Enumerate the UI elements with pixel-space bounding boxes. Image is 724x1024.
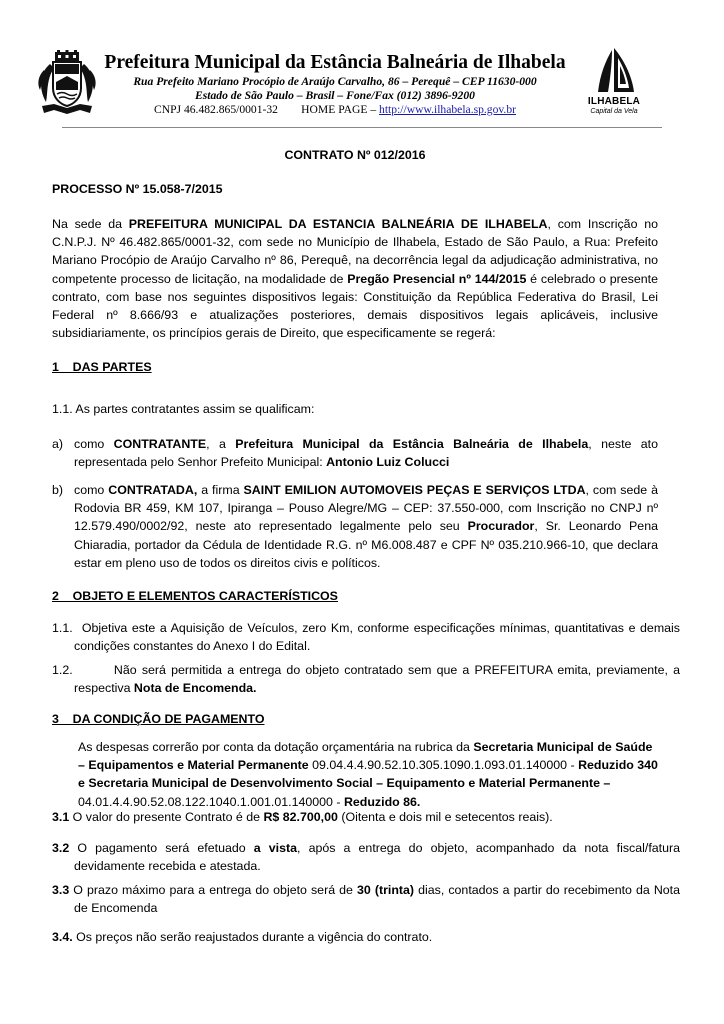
item-3-1-number: 3.1 bbox=[52, 810, 70, 824]
process-number: PROCESSO Nº 15.058-7/2015 bbox=[52, 182, 223, 196]
budget-text-3: 04.01.4.4.90.52.08.122.1040.1.001.01.140000 - bbox=[78, 794, 344, 809]
item-3-3-number: 3.3 bbox=[52, 883, 70, 897]
clause-b-bold-1: CONTRATADA, bbox=[108, 483, 198, 497]
logo-tagline: Capital da Vela bbox=[590, 108, 638, 115]
budget-text-1: As despesas correrão por conta da dotação orçamentária na rubrica da bbox=[78, 740, 474, 754]
clause-b-text-3: , com sede à Rodovia BR 459, KM 107, Ipiranga – Pouso Alegre/MG – CEP: 37.550-000, com Inscrição no CNPJ nº 12.579.490/0002/92, neste ato representado legalmente pelo seu bbox=[74, 483, 658, 534]
intro-text-3: é celebrado o presente contrato, com base nos seguintes dispositivos legais: Constituição da República Federativa do Brasil, Lei Federal nº 8.666/93 e atualizações posteriores, demais dispositivos legais aplicáveis, inclusive subsidiariamente, os princípios gerais de Direito, que especificamente se regerá: bbox=[52, 271, 658, 341]
clause-a-text-1: como bbox=[74, 437, 114, 451]
clause-b-text-4: , Sr. Leonardo Pena Chiaradia, portador da Cédula de Identidade R.G. nº M6.008.487 e CPF Nº 035.210.966-10, que declara estar em pleno uso de todos os direitos civis e políticos. bbox=[74, 519, 658, 570]
clause-a-body bbox=[52, 435, 658, 471]
item-3-2-number: 3.2 bbox=[52, 841, 70, 855]
clause-b bbox=[52, 481, 658, 572]
homepage-label: HOME PAGE – bbox=[301, 103, 377, 116]
clause-b-body bbox=[52, 481, 658, 572]
intro-bold-1: PREFEITURA MUNICIPAL DA ESTANCIA BALNEÁRIA DE ILHABELA bbox=[128, 217, 548, 231]
budget-paragraph bbox=[78, 738, 662, 811]
item-3-1-text-2: (Oitenta e dois mil e setecentos reais). bbox=[337, 810, 553, 824]
budget-bold-2: Reduzido 340 e Secretaria Municipal de Desenvolvimento Social – Equipamento e Material Permanente – bbox=[78, 758, 658, 791]
item-2-1-1: 1.1. Objetiva este a Aquisição de Veículos, zero Km, conforme especificações mínimas, quantitativas e demais condições constantes do Anexo I do Edital. bbox=[52, 621, 684, 654]
item-3-1 bbox=[52, 808, 658, 826]
header-divider bbox=[62, 127, 662, 128]
budget-text-2: 09.04.4.4.90.52.10.305.1090.1.093.01.140000 - bbox=[308, 758, 579, 773]
clause-a-marker: a) bbox=[52, 437, 64, 451]
item-3-1-text-1: O valor do presente Contrato é de bbox=[69, 810, 264, 824]
municipal-coat-of-arms-icon bbox=[36, 50, 98, 116]
header-address: Rua Prefeito Mariano Procópio de Araújo Carvalho, 86 – Perequê – CEP 11630-000 bbox=[133, 75, 537, 88]
letterhead bbox=[0, 44, 724, 134]
item-3-3-text-1: O prazo máximo para a entrega do objeto será de bbox=[69, 883, 357, 897]
budget-bold-3: Reduzido 86. bbox=[343, 794, 421, 809]
intro-paragraph bbox=[52, 215, 658, 342]
item-3-3-bold: 30 (trinta) bbox=[356, 883, 415, 897]
clause-a-text-3: , neste ato representada pelo Senhor Prefeito Municipal: bbox=[74, 437, 659, 470]
clause-a-bold-1: CONTRATANTE bbox=[113, 437, 207, 451]
section-1-heading: 1 DAS PARTES bbox=[52, 360, 152, 374]
header-state-phone: Estado de São Paulo – Brasil – Fone/Fax (012) 3896-9200 bbox=[195, 89, 475, 102]
item-3-4 bbox=[52, 928, 658, 946]
clause-b-marker: b) bbox=[52, 483, 64, 497]
section-2-heading: 2 OBJETO E ELEMENTOS CARACTERÍSTICOS bbox=[52, 589, 338, 603]
item-2-1-2 bbox=[52, 661, 684, 697]
item-3-4-text: Os preços não serão reajustados durante a vigência do contrato. bbox=[72, 930, 433, 944]
logo-wordmark: ILHABELA bbox=[587, 96, 641, 107]
header-cnpj: CNPJ 46.482.865/0001-32 bbox=[153, 103, 278, 116]
clause-a-text-2: , a bbox=[206, 437, 236, 451]
item-2-1-2-text: 1.2. Não será permitida a entrega do objeto contratado sem que a PREFEITURA emita, previamente, a respectiva bbox=[52, 663, 684, 696]
section-3-heading: 3 DA CONDIÇÃO DE PAGAMENTO bbox=[52, 712, 265, 726]
clause-b-bold-2: SAINT EMILION AUTOMOVEIS PEÇAS E SERVIÇOS LTDA bbox=[243, 483, 586, 497]
item-1-1: 1.1. As partes contratantes assim se qualificam: bbox=[52, 402, 315, 416]
item-3-4-number: 3.4. bbox=[52, 930, 73, 944]
contract-title: CONTRATO Nº 012/2016 bbox=[284, 148, 426, 162]
intro-text-1: Na sede da bbox=[52, 217, 129, 231]
item-3-3-text-2: dias, contados a partir do recebimento da Nota de Encomenda bbox=[74, 883, 680, 916]
clause-a-bold-2: Prefeitura Municipal da Estância Balneária de Ilhabela bbox=[235, 437, 589, 451]
item-3-3 bbox=[52, 881, 680, 917]
item-3-2-text-2: , após a entrega do objeto, acompanhado da nota fiscal/fatura devidamente recebida e atestada. bbox=[74, 841, 681, 874]
item-3-2 bbox=[52, 839, 680, 875]
item-2-1-2-bold: Nota de Encomenda. bbox=[133, 681, 257, 696]
homepage-link[interactable]: http://www.ilhabela.sp.gov.br bbox=[379, 103, 516, 116]
clause-b-text-1: como bbox=[74, 483, 109, 497]
item-3-2-text-1: O pagamento será efetuado bbox=[69, 841, 254, 855]
budget-bold-1: Secretaria Municipal de Saúde – Equipamentos e Material Permanente bbox=[78, 740, 653, 773]
item-3-1-amount: R$ 82.700,00 bbox=[263, 810, 338, 824]
clause-a bbox=[52, 435, 658, 471]
item-3-2-bold: a vista bbox=[253, 841, 298, 855]
municipality-title: Prefeitura Municipal da Estância Balneária de Ilhabela bbox=[104, 52, 566, 73]
intro-text-2: , com Inscrição no C.N.P.J. Nº 46.482.865/0001-32, com sede no Município de Ilhabela, Estado de São Paulo, a Rua: Prefeito Mariano Procópio de Araújo Carvalho nº 86, Perequê, na decorrência legal da adjudicação administrativa, no competente processo de licitação, na modalidade de bbox=[52, 217, 658, 286]
clause-b-text-2: a firma bbox=[197, 483, 244, 497]
header-cnpj-homepage bbox=[100, 103, 570, 116]
clause-b-bold-3: Procurador bbox=[467, 519, 535, 534]
clause-a-bold-3: Antonio Luiz Colucci bbox=[326, 455, 450, 470]
intro-bold-2: Pregão Presencial nº 144/2015 bbox=[347, 271, 527, 286]
